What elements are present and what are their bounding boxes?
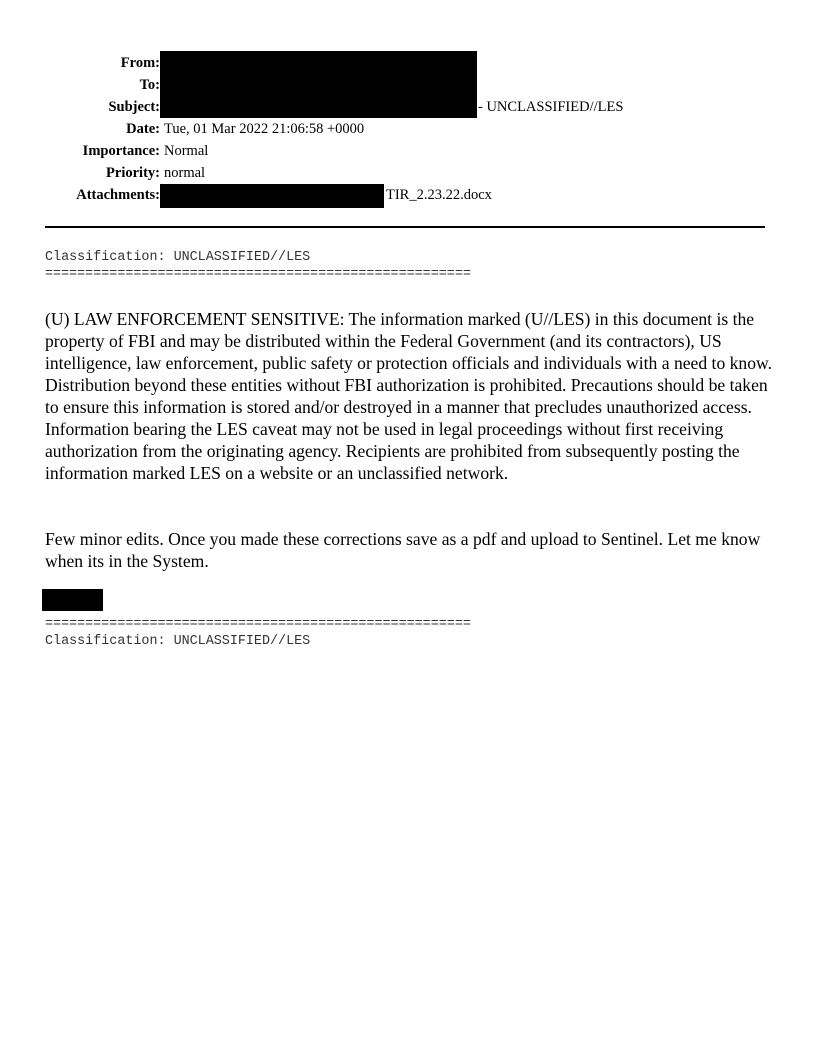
date-value: Tue, 01 Mar 2022 21:06:58 +0000 [164, 121, 365, 137]
date-label: Date: [126, 121, 160, 137]
redaction-signature [42, 589, 103, 611]
from-label: From: [120, 55, 160, 71]
subject-suffix: - UNCLASSIFIED//LES [478, 99, 624, 115]
importance-value: Normal [164, 143, 209, 159]
message-text: Few minor edits. Once you made these corrections save as a pdf and upload to Sentinel. Let me know when its in the System. [45, 529, 761, 571]
separator-bottom: ===================================================== [45, 617, 471, 632]
importance-label: Importance: [82, 143, 160, 159]
to-label: To: [139, 77, 160, 93]
redaction-from-to-subject [160, 51, 477, 118]
subject-label: Subject: [108, 99, 160, 115]
redaction-attachment [160, 184, 384, 208]
attachment-suffix[interactable]: TIR_2.23.22.docx [386, 187, 492, 203]
separator-top: ===================================================== [45, 267, 471, 282]
les-notice: (U) LAW ENFORCEMENT SENSITIVE: The information marked (U//LES) in this document is the property of FBI and may be distributed within the Federal Government (and its contractors), US intelligence, law enforcement, public safety or protection officials and individuals with a need to know. Distribution beyond these entities without FBI authorization is prohibited. Precautions should be taken to ensure this information is stored and/or destroyed in a manner that precludes unauthorized access. Information bearing the LES caveat may not be used in legal proceedings without first receiving authorization from the originating agency. Recipients are prohibited from subsequently posting the information marked LES on a website or an unclassified network. [45, 309, 772, 483]
priority-label: Priority: [106, 165, 160, 181]
priority-value: normal [164, 165, 206, 181]
header-divider [45, 226, 765, 228]
classification-bottom: Classification: UNCLASSIFIED//LES [45, 634, 311, 649]
attachments-label: Attachments: [76, 187, 160, 203]
classification-top: Classification: UNCLASSIFIED//LES [45, 250, 311, 265]
